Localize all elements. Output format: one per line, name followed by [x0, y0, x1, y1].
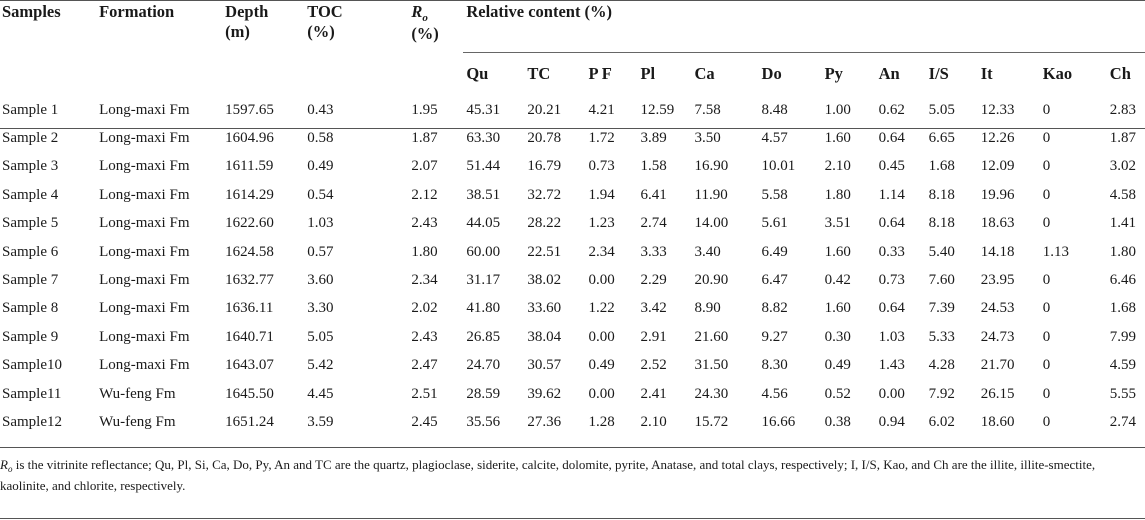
table-cell: 5.05	[928, 101, 955, 118]
table-cell: 26.85	[466, 328, 501, 345]
table-cell: 2.43	[411, 215, 438, 232]
table-cell: 51.44	[466, 158, 501, 175]
table-cell: 23.95	[980, 272, 1015, 289]
table-cell: 63.30	[466, 130, 501, 147]
table-cell: 3.50	[694, 130, 721, 147]
table-cell: 5.42	[307, 357, 334, 374]
table-cell: 1645.50	[225, 385, 274, 402]
table-cell: 4.59	[1109, 357, 1137, 374]
table-row	[0, 266, 1145, 294]
table-cell: 1.87	[1109, 130, 1137, 147]
subheader-an: An	[878, 64, 900, 83]
table-cell: 12.59	[640, 101, 675, 118]
table-cell: 1.03	[307, 215, 334, 232]
subheader-do: Do	[761, 64, 782, 83]
table-cell: 5.33	[928, 328, 955, 345]
table-cell: 8.18	[928, 186, 955, 203]
table-cell: Sample 1	[2, 101, 59, 118]
table-cell: Sample 5	[2, 215, 59, 232]
table-cell: Sample 8	[2, 300, 59, 317]
note-bottom-rule	[0, 518, 1145, 519]
table-cell: 1636.11	[225, 300, 274, 317]
table-cell: Long-maxi Fm	[99, 272, 190, 289]
table-cell: 2.07	[411, 158, 438, 175]
table-cell: 2.52	[640, 357, 667, 374]
relative-content-rule	[463, 52, 1145, 53]
table-cell: 32.72	[527, 186, 562, 203]
table-cell: 38.51	[466, 186, 501, 203]
table-cell: 1604.96	[225, 130, 274, 147]
table-cell: 7.60	[928, 272, 955, 289]
subheader-i-s: I/S	[928, 64, 949, 83]
table-cell: 2.47	[411, 357, 438, 374]
table-cell: 1.80	[824, 186, 851, 203]
table-cell: Long-maxi Fm	[99, 130, 190, 147]
table-cell: 3.42	[640, 300, 667, 317]
table-cell: 6.41	[640, 186, 667, 203]
table-cell: 8.90	[694, 300, 721, 317]
table-cell: 1632.77	[225, 272, 274, 289]
table-cell: 4.58	[1109, 186, 1137, 203]
table-cell: 7.58	[694, 101, 721, 118]
table-cell: Sample 9	[2, 328, 59, 345]
table-cell: 19.96	[980, 186, 1015, 203]
table-cell: 1.14	[878, 186, 905, 203]
table-cell: Long-maxi Fm	[99, 300, 190, 317]
table-cell: 3.33	[640, 243, 667, 260]
table-cell: 1.60	[824, 130, 851, 147]
header-bottom-rule	[0, 128, 1145, 129]
table-cell: 4.21	[588, 101, 615, 118]
table-cell: 24.30	[694, 385, 729, 402]
table-cell: 0	[1042, 215, 1051, 232]
header-samples: Samples	[2, 2, 61, 21]
table-cell: 0	[1042, 272, 1051, 289]
table-cell: 2.34	[411, 272, 438, 289]
table-cell: 7.39	[928, 300, 955, 317]
table-cell: 3.89	[640, 130, 667, 147]
table-cell: 20.21	[527, 101, 562, 118]
table-cell: Sample 4	[2, 186, 59, 203]
table-cell: 0	[1042, 385, 1051, 402]
subheader-py: Py	[824, 64, 843, 83]
table-cell: 0.49	[824, 357, 851, 374]
table-cell: 1597.65	[225, 101, 274, 118]
table-cell: 1.60	[824, 300, 851, 317]
table-cell: 7.92	[928, 385, 955, 402]
table-cell: 16.90	[694, 158, 729, 175]
table-cell: 1.28	[588, 413, 615, 430]
table-cell: 2.74	[640, 215, 667, 232]
header-relative-content: Relative content (%)	[466, 2, 613, 21]
table-cell: 8.18	[928, 215, 955, 232]
table-cell: 26.15	[980, 385, 1015, 402]
table-row	[0, 181, 1145, 209]
table-cell: 4.45	[307, 385, 334, 402]
table-cell: 18.63	[980, 215, 1015, 232]
table-cell: 1.00	[824, 101, 851, 118]
table-cell: 5.58	[761, 186, 788, 203]
table-cell: 12.09	[980, 158, 1015, 175]
table-cell: 2.34	[588, 243, 615, 260]
table-row	[0, 238, 1145, 266]
table-cell: 2.41	[640, 385, 667, 402]
table-cell: 0.49	[588, 357, 615, 374]
table-cell: 8.48	[761, 101, 788, 118]
table-row	[0, 295, 1145, 323]
table-cell: 0.45	[878, 158, 905, 175]
table-cell: 0.73	[588, 158, 615, 175]
table-cell: 1.87	[411, 130, 438, 147]
table-body	[0, 96, 1145, 437]
table-cell: 0	[1042, 186, 1051, 203]
table-cell: Long-maxi Fm	[99, 328, 190, 345]
table-cell: 18.60	[980, 413, 1015, 430]
table-cell: 0.58	[307, 130, 334, 147]
table-cell: 20.78	[527, 130, 562, 147]
table-cell: Long-maxi Fm	[99, 101, 190, 118]
table-cell: 1.03	[878, 328, 905, 345]
table-cell: 0.57	[307, 243, 334, 260]
table-cell: 1.68	[928, 158, 955, 175]
table-cell: 2.29	[640, 272, 667, 289]
subheader-pl: Pl	[640, 64, 656, 83]
table-cell: 1.22	[588, 300, 615, 317]
header-toc: TOC (%)	[307, 2, 343, 41]
table-cell: 0.52	[824, 385, 851, 402]
table-cell: 4.56	[761, 385, 788, 402]
table-row	[0, 153, 1145, 181]
table-cell: 1.80	[1109, 243, 1137, 260]
table-cell: 0.64	[878, 300, 905, 317]
table-cell: 0.33	[878, 243, 905, 260]
table-cell: Sample11	[2, 385, 62, 402]
table-cell: 44.05	[466, 215, 501, 232]
table-cell: 8.30	[761, 357, 788, 374]
table-cell: 5.61	[761, 215, 788, 232]
table-cell: 1611.59	[225, 158, 274, 175]
table-cell: 14.18	[980, 243, 1015, 260]
table-row	[0, 323, 1145, 351]
table-row	[0, 380, 1145, 408]
table-cell: Sample10	[2, 357, 62, 374]
header-ro: $R_o$ (%)	[411, 2, 439, 43]
table-cell: 31.17	[466, 272, 501, 289]
table-cell: 6.02	[928, 413, 955, 430]
table-cell: Wu-feng Fm	[99, 385, 176, 402]
table-cell: 6.49	[761, 243, 788, 260]
table-cell: Sample 7	[2, 272, 59, 289]
table-bottom-rule	[0, 447, 1145, 448]
table-cell: 4.57	[761, 130, 788, 147]
table-cell: 0.42	[824, 272, 851, 289]
table-cell: 20.90	[694, 272, 729, 289]
table-cell: 0	[1042, 357, 1051, 374]
table-cell: 14.00	[694, 215, 729, 232]
table-cell: 0.43	[307, 101, 334, 118]
table-cell: 0	[1042, 158, 1051, 175]
table-cell: 12.33	[980, 101, 1015, 118]
table-cell: 38.02	[527, 272, 562, 289]
table-cell: 45.31	[466, 101, 501, 118]
table-cell: 5.05	[307, 328, 334, 345]
table-cell: 2.43	[411, 328, 438, 345]
table-cell: Long-maxi Fm	[99, 243, 190, 260]
table-cell: 0	[1042, 328, 1051, 345]
table-cell: Sample 2	[2, 130, 59, 147]
table-cell: 21.60	[694, 328, 729, 345]
table-cell: 3.59	[307, 413, 334, 430]
table-cell: 39.62	[527, 385, 562, 402]
table-cell: 0.00	[588, 328, 615, 345]
table-cell: 15.72	[694, 413, 729, 430]
header-formation: Formation	[99, 2, 175, 21]
table-cell: 2.02	[411, 300, 438, 317]
table-cell: 0	[1042, 130, 1051, 147]
table-cell: 2.51	[411, 385, 438, 402]
table-cell: 2.83	[1109, 101, 1137, 118]
table-cell: 2.10	[824, 158, 851, 175]
table-cell: 28.59	[466, 385, 501, 402]
table-cell: 0.00	[588, 272, 615, 289]
table-cell: 0.64	[878, 215, 905, 232]
table-cell: 2.91	[640, 328, 667, 345]
table-cell: 8.82	[761, 300, 788, 317]
table-cell: 9.27	[761, 328, 788, 345]
table-cell: 5.40	[928, 243, 955, 260]
table-cell: 1643.07	[225, 357, 274, 374]
table-cell: 0	[1042, 413, 1051, 430]
table-cell: Long-maxi Fm	[99, 215, 190, 232]
table-cell: Sample 6	[2, 243, 59, 260]
table-cell: 0.94	[878, 413, 905, 430]
table-cell: 0.00	[878, 385, 905, 402]
table-cell: 0.30	[824, 328, 851, 345]
table-cell: 6.65	[928, 130, 955, 147]
table-cell: 41.80	[466, 300, 501, 317]
table-cell: 0	[1042, 300, 1051, 317]
table-cell: 3.51	[824, 215, 851, 232]
table-cell: 6.46	[1109, 272, 1137, 289]
table-cell: 1.94	[588, 186, 615, 203]
table-cell: 1.95	[411, 101, 438, 118]
table-cell: 1.72	[588, 130, 615, 147]
table-cell: 11.90	[694, 186, 728, 203]
table-cell: Long-maxi Fm	[99, 186, 190, 203]
table-cell: 0.54	[307, 186, 334, 203]
table-cell: 3.40	[694, 243, 721, 260]
table-cell: 24.70	[466, 357, 501, 374]
table-cell: 2.12	[411, 186, 438, 203]
table-cell: Long-maxi Fm	[99, 158, 190, 175]
table-cell: 3.30	[307, 300, 334, 317]
table-cell: 0.62	[878, 101, 905, 118]
table-row	[0, 210, 1145, 238]
subheader-kao: Kao	[1042, 64, 1073, 83]
table-cell: 33.60	[527, 300, 562, 317]
table-cell: 0.73	[878, 272, 905, 289]
table-cell: 0.49	[307, 158, 334, 175]
header-depth: Depth (m)	[225, 2, 269, 41]
table-cell: 60.00	[466, 243, 501, 260]
table-cell: 10.01	[761, 158, 796, 175]
table-cell: 30.57	[527, 357, 562, 374]
table-cell: 22.51	[527, 243, 562, 260]
table-cell: 1624.58	[225, 243, 274, 260]
table-cell: 24.73	[980, 328, 1015, 345]
table-cell: Wu-feng Fm	[99, 413, 176, 430]
table-cell: 1651.24	[225, 413, 274, 430]
subheader-qu: Qu	[466, 64, 489, 83]
subheader-p-f: P F	[588, 64, 612, 83]
table-cell: 27.36	[527, 413, 562, 430]
table-cell: 0.38	[824, 413, 851, 430]
table-cell: 1622.60	[225, 215, 274, 232]
table-cell: 3.60	[307, 272, 334, 289]
table-cell: 1.68	[1109, 300, 1137, 317]
table-cell: 16.79	[527, 158, 562, 175]
table-cell: 5.55	[1109, 385, 1137, 402]
subheader-tc: TC	[527, 64, 551, 83]
table-cell: 12.26	[980, 130, 1015, 147]
table-cell: 4.28	[928, 357, 955, 374]
table-row	[0, 408, 1145, 436]
table-cell: 1.23	[588, 215, 615, 232]
table-cell: 2.10	[640, 413, 667, 430]
table-cell: 1.60	[824, 243, 851, 260]
table-cell: 1.43	[878, 357, 905, 374]
table-cell: 0.00	[588, 385, 615, 402]
subheader-it: It	[980, 64, 993, 83]
table-cell: Sample 3	[2, 158, 59, 175]
table-cell: 2.74	[1109, 413, 1137, 430]
table-cell: 1614.29	[225, 186, 274, 203]
table-row	[0, 352, 1145, 380]
table-cell: 38.04	[527, 328, 562, 345]
subheader-ch: Ch	[1109, 64, 1131, 83]
table-cell: 6.47	[761, 272, 788, 289]
table-cell: 1.58	[640, 158, 667, 175]
table-cell: 31.50	[694, 357, 729, 374]
table-cell: 1.13	[1042, 243, 1069, 260]
table-cell: 21.70	[980, 357, 1015, 374]
table-cell: 7.99	[1109, 328, 1137, 345]
table-cell: 1.41	[1109, 215, 1137, 232]
table-row	[0, 96, 1145, 124]
table-cell: 2.45	[411, 413, 438, 430]
subheader-ca: Ca	[694, 64, 715, 83]
table-cell: Long-maxi Fm	[99, 357, 190, 374]
table-cell: 1640.71	[225, 328, 274, 345]
table-cell: Sample12	[2, 413, 62, 430]
table-cell: 1.80	[411, 243, 438, 260]
table-cell: 0.64	[878, 130, 905, 147]
table-cell: 28.22	[527, 215, 562, 232]
table-footnote: $R_o$ is the vitrinite reflectance; Qu, Pl, Si, Ca, Do, Py, An and TC are the quartz, plagioclase, siderite, calcite, dolomite, pyrite, Anatase, and total clays, respectively; I, I/S, Kao, and Ch are the illite, illite-smectite, kaolinite, and chlorite, respectively.	[0, 457, 1096, 493]
table-cell: 16.66	[761, 413, 796, 430]
table-cell: 3.02	[1109, 158, 1137, 175]
table-cell: 35.56	[466, 413, 501, 430]
table-cell: 0	[1042, 101, 1051, 118]
table-cell: 24.53	[980, 300, 1015, 317]
